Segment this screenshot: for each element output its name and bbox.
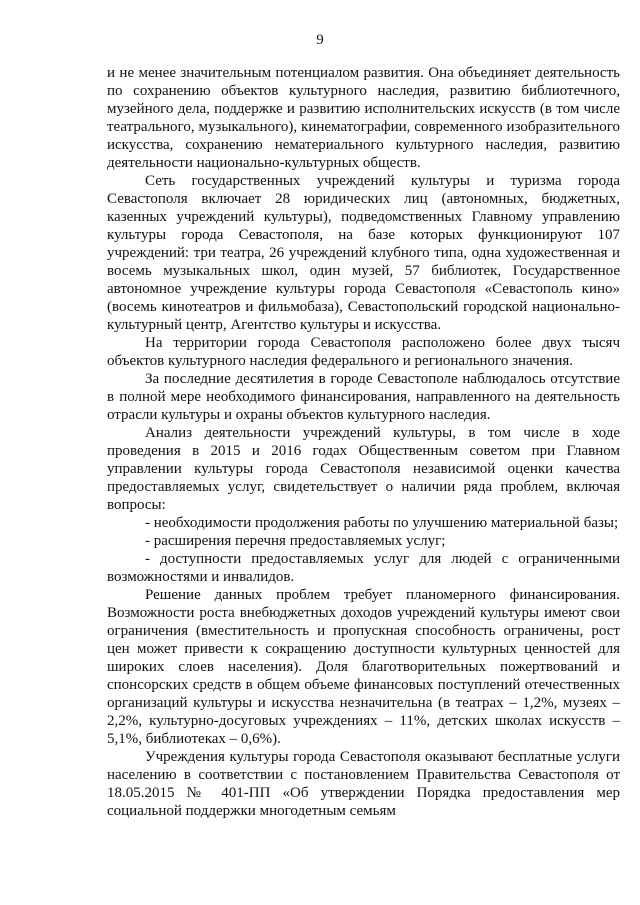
paragraph-institutions-network: Сеть государственных учреждений культуры и туризма города Севастополя включает 28 юридических лиц (автономных, бюджетных, казенных учреждений культуры), подведомственных Главному управлению культуры города Севастополя, на базе которых функционируют 107 учреждений: три театра, 26 учреждений клубного типа, одна художественная и восемь музыкальных школ, один музей, 57 библиотек, Государственное автономное учреждение культуры города Севастополя «Севастополь кино» (восемь кинотеатров и фильмобаза), Севастопольский городской национально-культурный центр, Агентство культуры и искусства.	[107, 173, 620, 333]
list-item-services-list: - расширения перечня предоставляемых услуг;	[145, 533, 446, 549]
page-number: 9	[316, 32, 324, 48]
paragraph-culture-sphere: и не менее значительным потенциалом развития. Она объединяет деятельность по сохранению объектов культурного наследия, развитию библиотечного, музейного дела, поддержке и развитию исполнительских искусств (в том числе театрального, музыкального), кинематографии, современного изобразительного искусства, сохранению нематериального культурного наследия, развитию деятельности национально-культурных обществ.	[107, 65, 620, 171]
paragraph-heritage-objects: На территории города Севастополя расположено более двух тысяч объектов культурного наследия федерального и регионального значения.	[107, 335, 620, 369]
paragraph-analysis: Анализ деятельности учреждений культуры, в том числе в ходе проведения в 2015 и 2016 годах Общественным советом при Главном управлении культуры города Севастополя независимой оценки качества предоставляемых услуг, свидетельствует о наличии ряда проблем, включая вопросы:	[107, 425, 620, 513]
body-text	[107, 64, 620, 820]
paragraph-funding-shortage: За последние десятилетия в городе Севастополе наблюдалось отсутствие в полной мере необходимого финансирования, направленного на деятельность отрасли культуры и охраны объектов культурного наследия.	[107, 371, 620, 423]
list-item-material-base: - необходимости продолжения работы по улучшению материальной базы;	[145, 515, 619, 531]
paragraph-financing-solution: Решение данных проблем требует планомерного финансирования. Возможности роста внебюджетных доходов учреждений культуры имеют свои ограничения (вместительность и пропускная способность ограничены, рост цен может привести к сокращению доступности культурных ценностей для широких слоев населения). Доля благотворительных пожертвований и спонсорских средств в общем объеме финансовых поступлений отечественных организаций культуры и искусства незначительна (в театрах – 1,2%, музеях – 2,2%, культурно-досуговых учреждениях – 11%, детских школах искусств – 5,1%, библиотеках – 0,6%).	[107, 587, 620, 747]
paragraph-free-services: Учреждения культуры города Севастополя оказывают бесплатные услуги населению в соответствии с постановлением Правительства Севастополя от 18.05.2015 № 401-ПП «Об утверждении Порядка предоставления мер социальной поддержки многодетным семьям	[107, 749, 620, 819]
list-item-accessibility: - доступности предоставляемых услуг для людей с ограниченными возможностями и инвалидов.	[107, 551, 620, 585]
